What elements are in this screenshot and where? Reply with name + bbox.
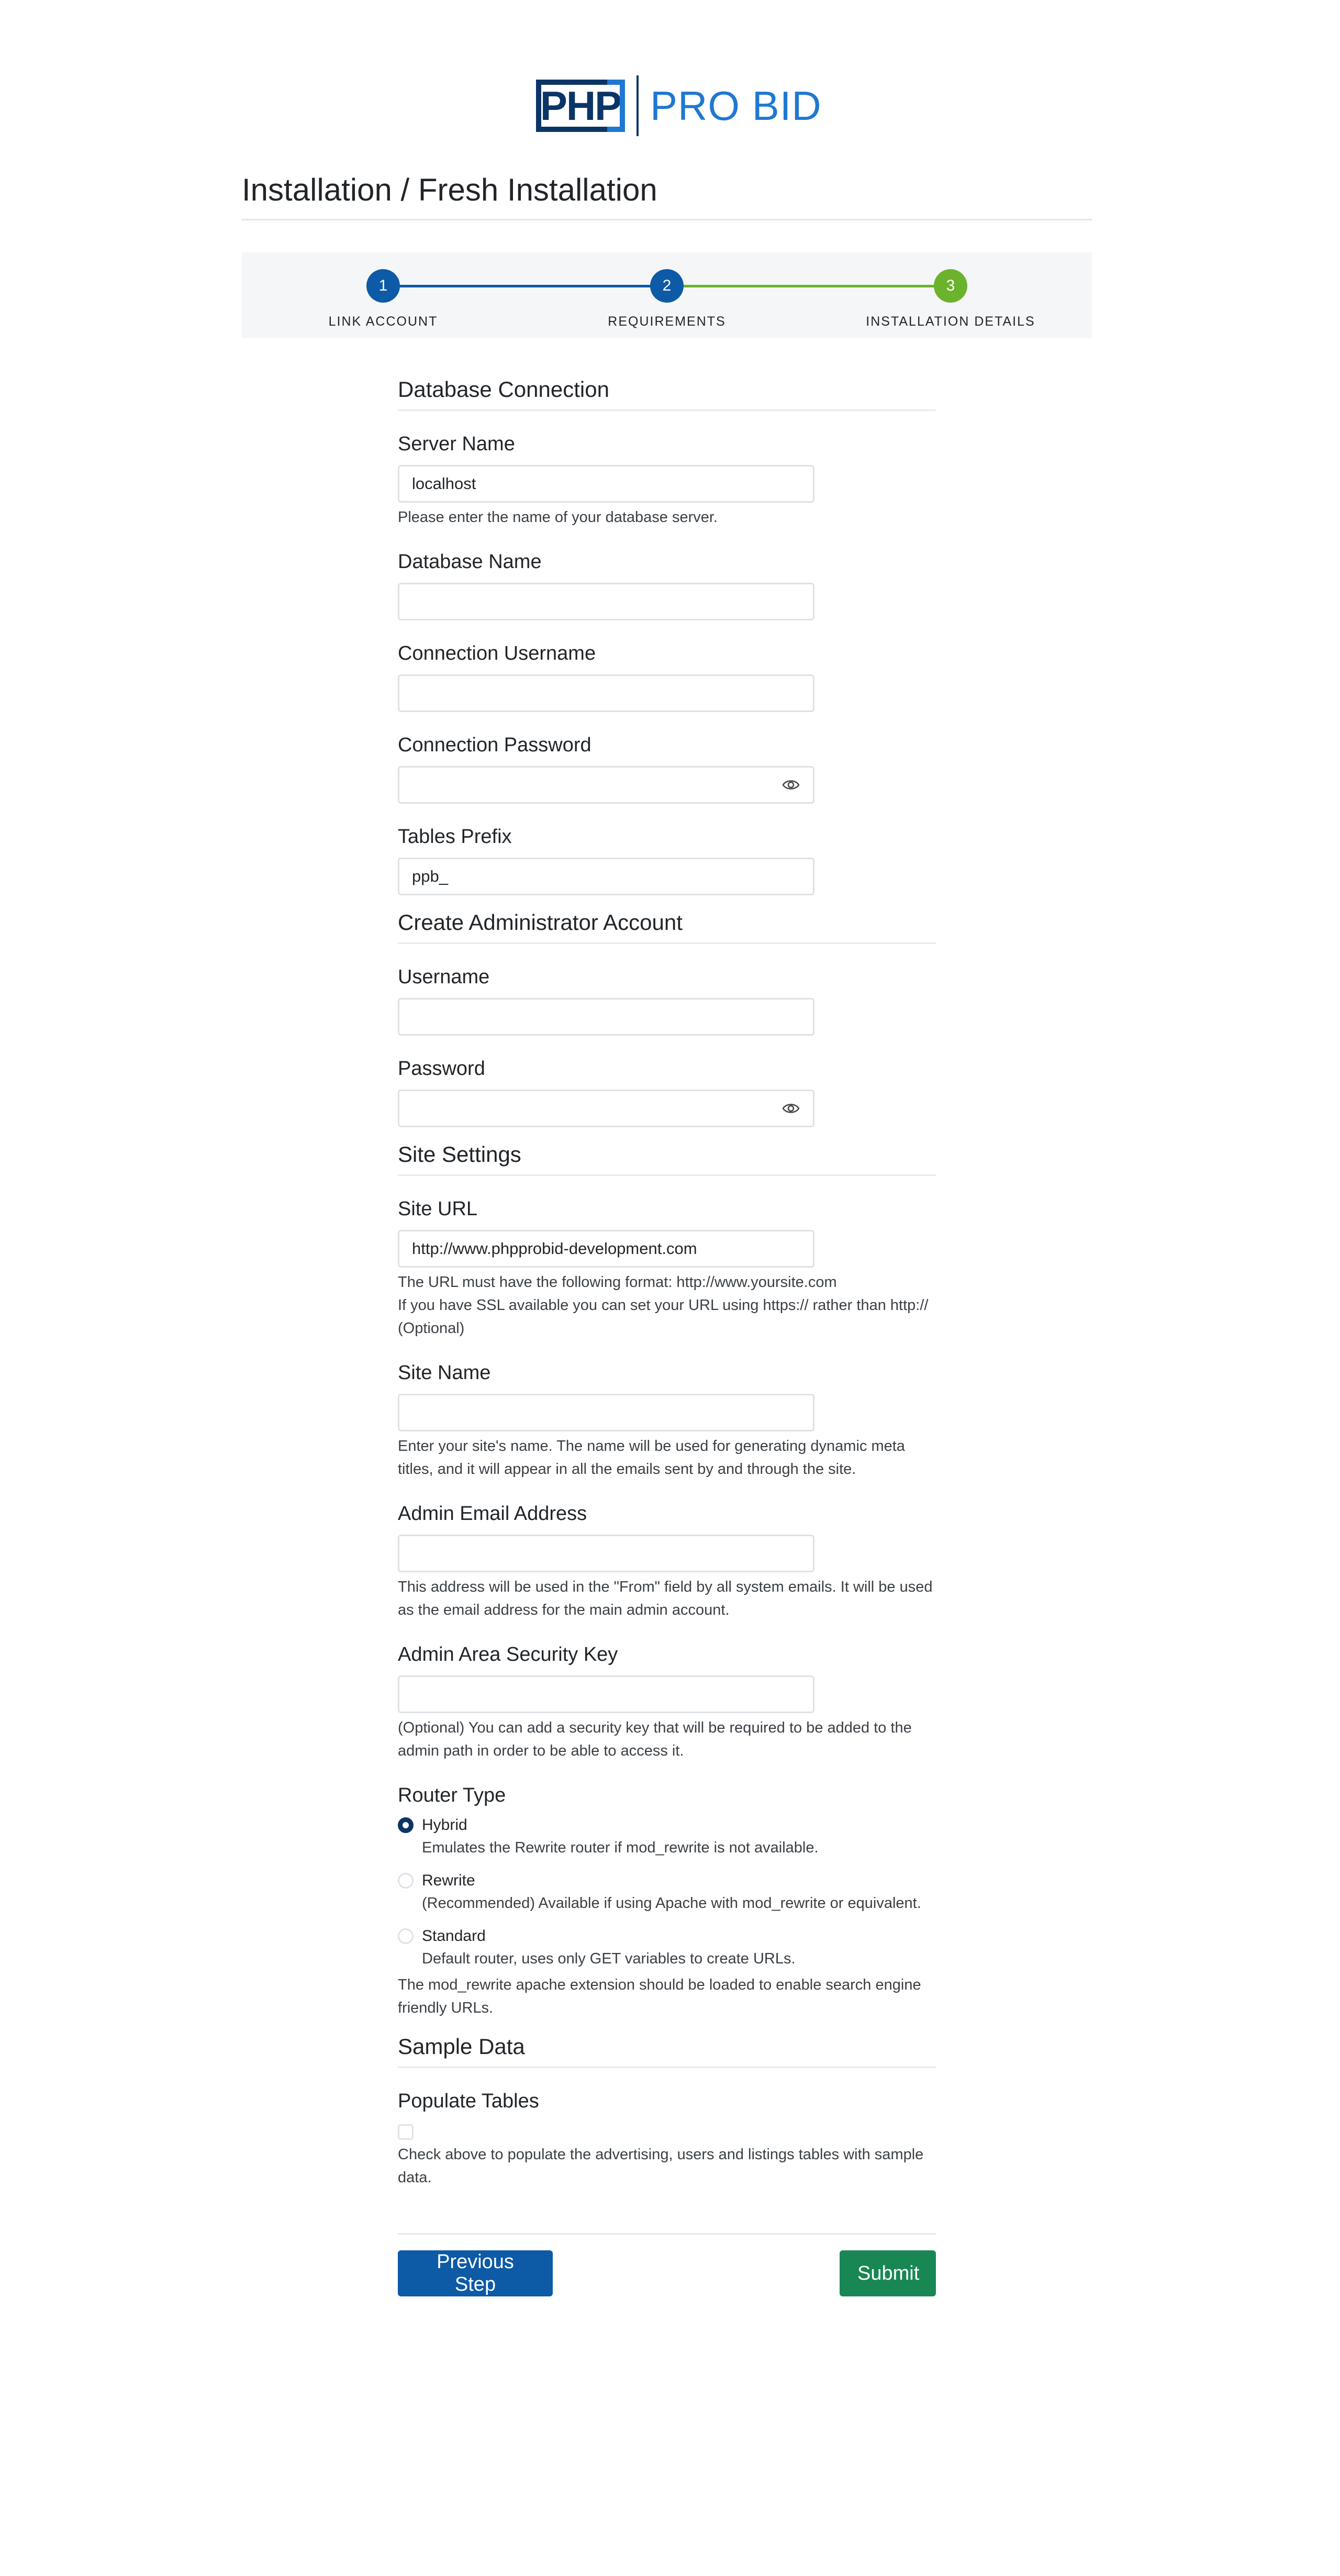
server-name-wrap [398,465,814,503]
step-3-circle: 3 [934,269,967,303]
eye-icon[interactable] [782,778,800,792]
form-footer-divider [398,2233,936,2235]
security-key-input[interactable] [398,1675,814,1713]
router-radio-rewrite[interactable] [398,1873,414,1889]
router-help-hybrid: Emulates the Rewrite router if mod_rewrite is not available. [422,1839,819,1856]
step-2-label: REQUIREMENTS [608,314,726,329]
submit-button[interactable]: Submit [840,2250,936,2296]
step-1-circle: 1 [366,269,400,303]
server-name-label: Server Name [398,433,515,455]
router-label-hybrid: Hybrid [422,1816,467,1834]
connection-password-input[interactable] [398,766,814,804]
populate-tables-label: Populate Tables [398,2090,539,2112]
tables-prefix-wrap [398,858,814,895]
site-name-label: Site Name [398,1362,491,1384]
router-type-group [398,1816,936,1970]
logo-probid-text: PRO BID [650,82,822,129]
database-name-wrap [398,583,814,620]
connection-username-input[interactable] [398,674,814,712]
section-title-site: Site Settings [398,1142,936,1176]
eye-icon[interactable] [782,1101,800,1116]
connection-password-wrap [398,766,814,804]
site-name-wrap [398,1394,814,1431]
populate-tables-checkbox[interactable] [398,2124,414,2140]
security-key-wrap [398,1675,814,1713]
admin-password-label: Password [398,1058,485,1080]
tables-prefix-input[interactable] [398,858,814,895]
database-name-label: Database Name [398,551,542,573]
security-key-help: (Optional) You can add a security key that will be required to be added to the admin path in order to be able to access it. [398,1719,912,1759]
logo-php-text: PHP [540,83,621,129]
site-name-input[interactable] [398,1394,814,1431]
router-label-rewrite: Rewrite [422,1872,475,1889]
section-title-database: Database Connection [398,377,936,411]
page-title: Installation / Fresh Installation [242,172,657,207]
site-url-help-format: The URL must have the following format: http://www.yoursite.com [398,1274,837,1291]
router-option-hybrid[interactable] [398,1816,936,1834]
router-note: The mod_rewrite apache extension should be loaded to enable search engine friendly URLs. [398,1977,921,2016]
step-3-label: INSTALLATION DETAILS [866,314,1035,329]
admin-username-wrap [398,998,814,1036]
connection-username-label: Connection Username [398,642,596,664]
title-divider [242,219,1092,220]
server-name-input[interactable] [398,465,814,503]
site-url-label: Site URL [398,1198,478,1220]
site-name-help: Enter your site's name. The name will be used for generating dynamic meta titles, and it will appear in all the emails sent by and through the site. [398,1438,905,1478]
admin-email-input[interactable] [398,1535,814,1572]
server-name-help: Please enter the name of your database server. [398,509,718,526]
previous-step-button[interactable]: Previous Step [398,2250,553,2296]
site-url-help-ssl: If you have SSL available you can set your URL using https:// rather than http:// (Optional) [398,1297,929,1337]
populate-tables-help: Check above to populate the advertising, users and listings tables with sample data. [398,2146,924,2186]
form-actions [398,2250,936,2296]
section-title-sample: Sample Data [398,2034,936,2068]
step-2-circle: 2 [650,269,684,303]
site-url-input[interactable] [398,1230,814,1268]
router-label-standard: Standard [422,1927,486,1945]
install-stepper [242,252,1092,338]
admin-password-input[interactable] [398,1090,814,1127]
router-type-label: Router Type [398,1784,506,1806]
admin-password-wrap [398,1090,814,1127]
logo-separator [636,75,639,136]
tables-prefix-label: Tables Prefix [398,826,512,848]
security-key-label: Admin Area Security Key [398,1644,618,1665]
router-radio-standard[interactable] [398,1928,414,1944]
section-title-admin: Create Administrator Account [398,910,936,944]
admin-username-input[interactable] [398,998,814,1036]
logo-php-box [536,80,625,132]
step-1-label: LINK ACCOUNT [328,314,438,329]
router-radio-hybrid[interactable] [398,1817,414,1833]
router-option-rewrite[interactable] [398,1872,936,1890]
step-connector-2-3 [667,285,951,287]
site-url-wrap [398,1230,814,1268]
router-option-standard[interactable] [398,1927,936,1945]
admin-username-label: Username [398,966,490,988]
site-logo [536,75,822,136]
router-help-rewrite: (Recommended) Available if using Apache with mod_rewrite or equivalent. [422,1895,921,1912]
database-name-input[interactable] [398,583,814,620]
admin-email-label: Admin Email Address [398,1503,587,1525]
router-help-standard: Default router, uses only GET variables to create URLs. [422,1950,796,1967]
connection-username-wrap [398,674,814,712]
installation-form [398,377,936,2296]
connection-password-label: Connection Password [398,734,591,756]
admin-email-wrap [398,1535,814,1572]
admin-email-help: This address will be used in the "From" field by all system emails. It will be used as the email address for the main admin account. [398,1579,933,1618]
step-connector-1-2 [383,285,667,287]
